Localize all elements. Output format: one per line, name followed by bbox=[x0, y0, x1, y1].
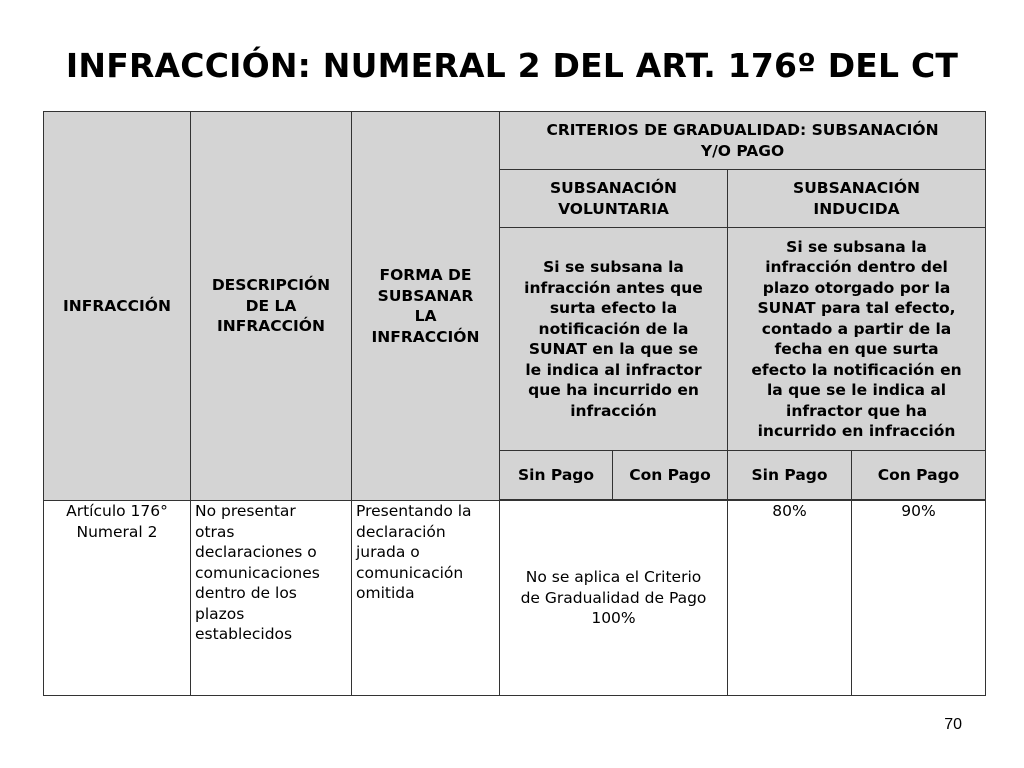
header-forma-subsanar: FORMA DE SUBSANAR LA INFRACCIÓN bbox=[352, 112, 500, 501]
cell-infraccion: Artículo 176° Numeral 2 bbox=[44, 501, 191, 696]
cell-subsanacion-voluntaria: No se aplica el Criterio de Gradualidad de Pago 100% bbox=[500, 501, 728, 696]
header-criterios: CRITERIOS DE GRADUALIDAD: SUBSANACIÓN Y/O PAGO bbox=[500, 112, 986, 170]
header-row-1 bbox=[44, 112, 986, 170]
header-infraccion: INFRACCIÓN bbox=[44, 112, 191, 501]
header-inducida-description: Si se subsana la infracción dentro del plazo otorgado por la SUNAT para tal efecto, contado a partir de la fecha en que surta efecto la notificación en la que se le indica al infractor que ha incurrido en infracción bbox=[728, 228, 986, 451]
gradualidad-table bbox=[43, 111, 986, 696]
cell-inducida-con-pago: 90% bbox=[852, 501, 986, 696]
header-voluntaria-description: Si se subsana la infracción antes que surta efecto la notificación de la SUNAT en la que se le indica al infractor que ha incurrido en infracción bbox=[500, 228, 728, 451]
header-subsanacion-voluntaria: SUBSANACIÓN VOLUNTARIA bbox=[500, 170, 728, 228]
cell-forma-subsanar: Presentando la declaración jurada o comunicación omitida bbox=[352, 501, 500, 696]
header-sin-pago-voluntaria: Sin Pago bbox=[500, 451, 613, 500]
header-subsanacion-inducida: SUBSANACIÓN INDUCIDA bbox=[728, 170, 986, 228]
header-con-pago-inducida: Con Pago bbox=[852, 451, 986, 500]
table-row bbox=[44, 501, 986, 696]
header-sin-pago-inducida: Sin Pago bbox=[728, 451, 852, 500]
page-number: 70 bbox=[944, 716, 962, 733]
slide-title: INFRACCIÓN: NUMERAL 2 DEL ART. 176º DEL CT bbox=[65, 46, 959, 85]
cell-descripcion: No presentar otras declaraciones o comunicaciones dentro de los plazos establecidos bbox=[191, 501, 352, 696]
header-descripcion: DESCRIPCIÓN DE LA INFRACCIÓN bbox=[191, 112, 352, 501]
header-con-pago-voluntaria: Con Pago bbox=[613, 451, 728, 500]
cell-inducida-sin-pago: 80% bbox=[728, 501, 852, 696]
